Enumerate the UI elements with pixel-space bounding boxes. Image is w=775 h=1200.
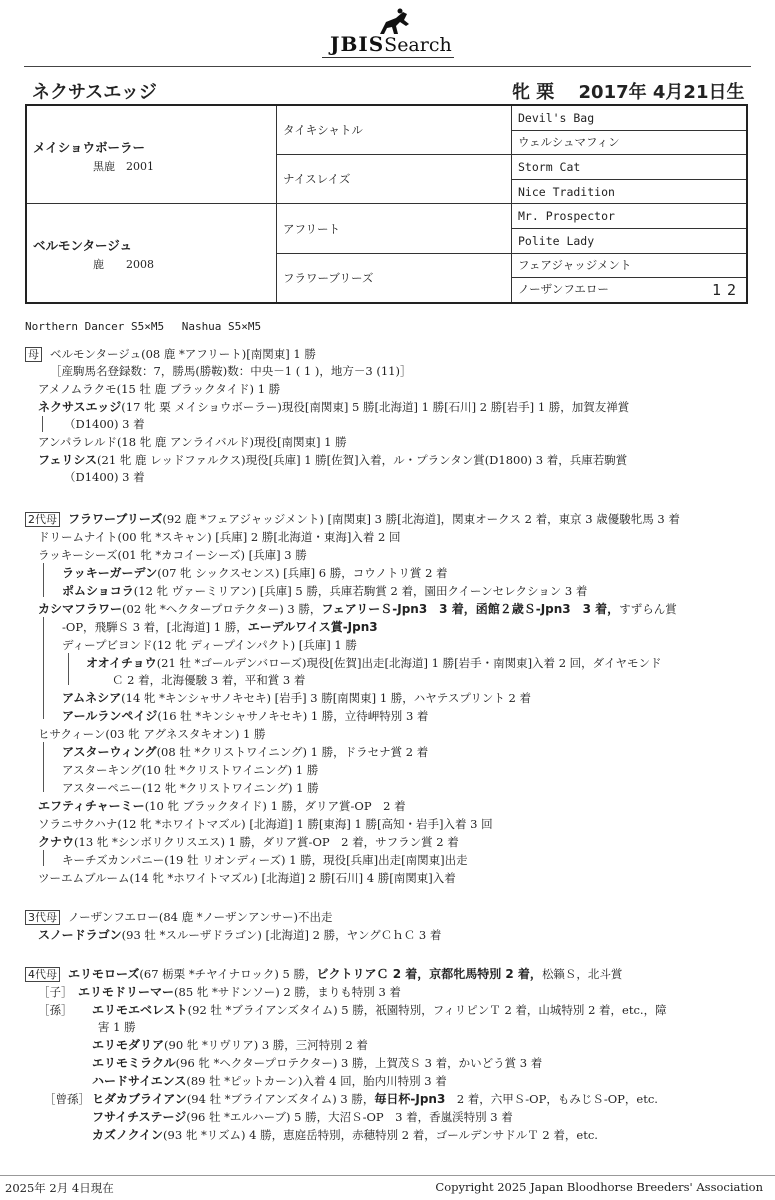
produce-detail: (14 牝 *キンシャサノキセキ) [岩手] 3 勝[南関東] 1 勝，ハヤテスプリント 2 着 bbox=[121, 691, 532, 705]
great-grandparent-8-name: ノーザンフエロー bbox=[518, 282, 609, 297]
grandparent-2[interactable]: ナイスレイズ bbox=[277, 155, 512, 204]
produce-name-bold: エリモドリーマー bbox=[78, 985, 175, 999]
race-result: ダリア賞-OP 2 着 bbox=[304, 799, 406, 813]
relation-label-child: ［子］ bbox=[38, 985, 73, 999]
great-grandparent-2[interactable]: ウェルシュマフィン bbox=[512, 130, 748, 155]
footer-divider bbox=[0, 1175, 775, 1176]
produce-detail-cont: （D1400) 3 着 bbox=[64, 470, 145, 484]
produce-detail-cont: 害 1 勝 bbox=[98, 1020, 136, 1034]
grandparent-1[interactable]: タイキシャトル bbox=[277, 105, 512, 155]
sire-name: メイショウボーラー bbox=[33, 139, 146, 155]
produce-name-bold: エリモミラクル bbox=[92, 1056, 176, 1070]
produce-name-bold: クナウ bbox=[38, 835, 75, 849]
fourth-dam-name: エリモローズ bbox=[68, 967, 140, 981]
produce-name-bold: カズノクイン bbox=[92, 1128, 164, 1142]
second-dam-detail: (92 鹿 *フェアジャッジメント) [南関東] 3 勝[北海道]，関東オークス 2 着，東京 3 歳優駿牝馬 3 着 bbox=[162, 512, 680, 526]
third-dam-tag: 3代母 bbox=[25, 910, 60, 925]
race-result-bold: フェアリーＳ-Jpn3 3 着， bbox=[321, 602, 476, 616]
produce-line: アンパラレルド(18 牝 鹿 アンライバルド)現役[南関東] 1 勝 bbox=[38, 435, 347, 449]
great-grandparent-1[interactable]: Devil's Bag bbox=[512, 105, 748, 130]
relation-label-grandchild: ［孫］ bbox=[38, 1003, 73, 1017]
great-grandparent-6[interactable]: Polite Lady bbox=[512, 229, 748, 254]
race-result: ダリア賞-OP 2 着，サフラン賞 2 着 bbox=[262, 835, 459, 849]
produce-detail: (96 牝 *ヘクタープロテクター) 3 勝，上賀茂Ｓ 3 着，かいどう賞 3 着 bbox=[175, 1056, 543, 1070]
produce-name-bold: フェリシス bbox=[38, 453, 98, 467]
produce-name-bold: エリモエベレスト bbox=[92, 1003, 188, 1017]
jbis-search-logo[interactable] bbox=[0, 8, 775, 54]
produce-detail: (07 牝 シックスセンス) [兵庫] 6 勝，コウノトリ賞 2 着 bbox=[157, 566, 448, 580]
produce-detail: (21 牡 *ゴールデンバローズ)現役[佐賀]出走[北海道] 1 勝[岩手・南関東]入着 2 回，ダイヤモンド bbox=[156, 656, 662, 670]
produce-detail: (93 牡 *スルーザドラゴン) [北海道] 2 勝，ヤングＣｈＣ 3 着 bbox=[121, 928, 442, 942]
produce-line: アスターペニー(12 牝 *クリストワイニング) 1 勝 bbox=[62, 781, 319, 795]
great-grandparent-8[interactable] bbox=[512, 278, 748, 303]
dam-tag: 母 bbox=[25, 347, 42, 362]
race-result-bold: エーデルワイス賞-Jpn3 bbox=[247, 620, 378, 634]
dam-color-year: 鹿 2008 bbox=[93, 258, 154, 272]
produce-detail: (02 牝 *ヘクタープロテクター) 3 勝， bbox=[122, 602, 322, 616]
produce-detail: (96 牡 *エルハーブ) 5 勝，大沼Ｓ-OP 3 着，香嵐渓特別 3 着 bbox=[186, 1110, 513, 1124]
produce-detail: (90 牝 *リヴリア) 3 勝，三河特別 2 着 bbox=[164, 1038, 368, 1052]
produce-name-bold: ヒダカブライアン bbox=[92, 1092, 187, 1106]
produce-name-bold: ポムショコラ bbox=[62, 584, 134, 598]
race-result-bold: 毎日杯-Jpn3 bbox=[374, 1092, 446, 1106]
tree-connector bbox=[43, 563, 44, 597]
great-grandparent-7[interactable]: フェアジャッジメント bbox=[512, 253, 748, 278]
grandparent-4[interactable]: フラワーブリーズ bbox=[277, 253, 512, 303]
fourth-dam-detail: (67 栃栗 *チヤイナロック) 5 勝， bbox=[139, 967, 317, 981]
footer-copyright: Copyright 2025 Japan Bloodhorse Breeders' Association bbox=[435, 1180, 763, 1194]
produce-detail: (94 牡 *ブライアンズタイム) 3 勝， bbox=[186, 1092, 375, 1106]
produce-detail: (89 牡 *ピットカーン)入着 4 回，胎内川特別 3 着 bbox=[186, 1074, 447, 1088]
dam-produce-stats: ［産駒馬名登録数：7，勝馬(勝鞍)数：中央－1 ( 1 )，地方－3 (11)］ bbox=[50, 364, 412, 378]
produce-name-bold: エフティチャーミー bbox=[38, 799, 145, 813]
tree-connector bbox=[43, 742, 44, 792]
produce-detail: (16 牡 *キンシャサノキセキ) 1 勝，立待岬特別 3 着 bbox=[157, 709, 429, 723]
dam-name: ベルモンタージュ bbox=[33, 238, 133, 254]
dam-cell[interactable] bbox=[26, 204, 277, 303]
footer-date: 2025年 2月 4日現在 bbox=[5, 1181, 114, 1195]
produce-name-bold: ラッキーガーデン bbox=[62, 566, 158, 580]
produce-line: ツーエムブルーム(14 牝 *ホワイトマズル) [北海道] 2 勝[石川] 4 勝[南関東]入着 bbox=[38, 871, 456, 885]
produce-line: アスターキング(10 牡 *クリストワイニング) 1 勝 bbox=[62, 763, 319, 777]
tree-connector bbox=[68, 653, 69, 685]
dam-line: ベルモンタージュ(08 鹿 *アフリート)[南関東] 1 勝 bbox=[50, 347, 316, 361]
horse-sex-color-birth: 牝 栗 2017年 4月21日生 bbox=[512, 82, 745, 103]
family-number: 12 bbox=[711, 281, 742, 300]
produce-detail: (17 牝 栗 メイショウボーラー)現役[南関東] 5 勝[北海道] 1 勝[石川] 2 勝[岩手] 1 勝，加賀友禅賞 bbox=[121, 400, 630, 414]
produce-name-bold: アールランペイジ bbox=[62, 709, 158, 723]
race-result-bold: 函館２歳Ｓ-Jpn3 3 着， bbox=[475, 602, 620, 616]
logo-search-text: Search bbox=[384, 34, 452, 56]
grandparent-3[interactable]: アフリート bbox=[277, 204, 512, 253]
tree-connector bbox=[43, 617, 44, 719]
produce-name-bold: ネクサスエッジ bbox=[38, 400, 122, 414]
produce-detail: (13 牝 *シンボリクリスエス) 1 勝， bbox=[74, 835, 263, 849]
produce-detail: (10 牝 ブラックタイド) 1 勝， bbox=[144, 799, 305, 813]
produce-detail: (92 牡 *ブライアンズタイム) 5 勝，祇園特別，フィリピンＴ 2 着，山城特別 2 着，etc.，障 bbox=[187, 1003, 667, 1017]
tree-connector bbox=[42, 416, 43, 432]
produce-name-bold: カシマフラワー bbox=[38, 602, 123, 616]
inbreeding-info: Northern Dancer S5×M5 Nashua S5×M5 bbox=[25, 320, 262, 333]
produce-name-bold: アムネシア bbox=[62, 691, 122, 705]
produce-name-bold: ハードサイエンス bbox=[92, 1074, 187, 1088]
produce-line: ラッキーシーズ(01 牝 *カコイーシーズ) [兵庫] 3 勝 bbox=[38, 548, 307, 562]
relation-label-great-grandchild: ［曾孫］ bbox=[44, 1092, 90, 1106]
third-dam-line: ノーザンフエロー(84 鹿 *ノーザンアンサー)不出走 bbox=[68, 910, 333, 924]
produce-detail: (21 牝 鹿 レッドファルクス)現役[兵庫] 1 勝[佐賀]入着，ル・プランタン賞(D1800) 3 着，兵庫若駒賞 bbox=[97, 453, 628, 467]
produce-detail-cont: （D1400) 3 着 bbox=[64, 417, 145, 431]
produce-line: ソラニサクハナ(12 牝 *ホワイトマズル) [北海道] 1 勝[東海] 1 勝[高知・岩手]入着 3 回 bbox=[38, 817, 493, 831]
logo-jbis-text: JBIS bbox=[330, 32, 385, 56]
produce-detail-cont: Ｃ 2 着，北海優駿 3 着，平和賞 3 着 bbox=[112, 673, 306, 687]
race-result: 松籟Ｓ，北斗賞 bbox=[541, 967, 623, 981]
produce-detail: (12 牝 ヴァーミリアン) [兵庫] 5 勝，兵庫若駒賞 2 着，園田クイーンセレクション 3 着 bbox=[133, 584, 588, 598]
race-result: すずらん賞 bbox=[619, 602, 677, 616]
race-result-bold: ビクトリアＣ 2 着，京都牝馬特別 2 着， bbox=[316, 967, 542, 981]
produce-detail: (85 牝 *サドンソー) 2 勝，まりも特別 3 着 bbox=[174, 985, 401, 999]
produce-detail-cont: -OP，飛騨Ｓ 3 着，[北海道] 1 勝， bbox=[62, 620, 248, 634]
produce-name-bold: スノードラゴン bbox=[38, 928, 122, 942]
great-grandparent-5[interactable]: Mr. Prospector bbox=[512, 204, 748, 229]
great-grandparent-3[interactable]: Storm Cat bbox=[512, 155, 748, 180]
logo-underline bbox=[322, 57, 454, 58]
tree-connector bbox=[43, 850, 44, 866]
second-dam-name: フラワーブリーズ bbox=[68, 512, 163, 526]
produce-line: キーチズカンパニー(19 牡 リオンディーズ) 1 勝，現役[兵庫]出走[南関東]出走 bbox=[62, 853, 468, 867]
produce-name-bold: フサイチステージ bbox=[92, 1110, 187, 1124]
top-divider bbox=[24, 66, 751, 67]
produce-line: ドリームナイト(00 牝 *スキャン) [兵庫] 2 勝[北海道・東海]入着 2 回 bbox=[38, 530, 401, 544]
great-grandparent-4[interactable]: Nice Tradition bbox=[512, 179, 748, 204]
produce-detail: (93 牝 *リズム) 4 勝，恵庭岳特別，赤穂特別 2 着，ゴールデンサドルＴ 2 着，etc. bbox=[163, 1128, 598, 1142]
fourth-dam-tag: 4代母 bbox=[25, 967, 60, 982]
produce-name-bold: オオイチョウ bbox=[86, 656, 157, 670]
pedigree-table bbox=[25, 104, 748, 304]
produce-line: ヒサクィーン(03 牝 アグネスタキオン) 1 勝 bbox=[38, 727, 266, 741]
race-result: 2 着，六甲Ｓ-OP，もみじＳ-OP，etc. bbox=[445, 1092, 658, 1106]
horse-title-row bbox=[32, 78, 745, 104]
produce-detail: (08 牡 *クリストワイニング) 1 勝，ドラセナ賞 2 着 bbox=[156, 745, 429, 759]
produce-line: アメノムラクモ(15 牡 鹿 ブラックタイド) 1 勝 bbox=[38, 382, 281, 396]
produce-name-bold: アスターウィング bbox=[62, 745, 157, 759]
second-dam-tag: 2代母 bbox=[25, 512, 60, 527]
produce-line: ディープビヨンド(12 牝 ディープインパクト) [兵庫] 1 勝 bbox=[62, 638, 357, 652]
sire-cell[interactable] bbox=[26, 105, 277, 204]
horse-name: ネクサスエッジ bbox=[32, 82, 157, 103]
sire-color-year: 黒鹿 2001 bbox=[93, 159, 154, 173]
produce-name-bold: エリモダリア bbox=[92, 1038, 165, 1052]
